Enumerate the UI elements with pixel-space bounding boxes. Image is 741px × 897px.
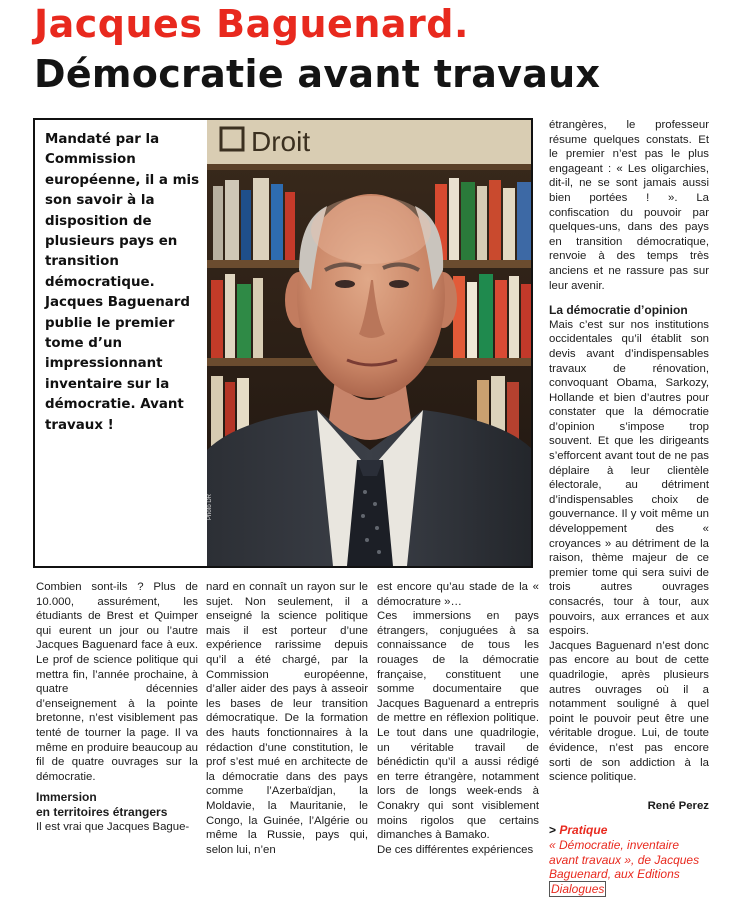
paragraph: est encore qu’au stade de la « démocrature »…: [377, 581, 539, 608]
photo-credit: Photo DR: [207, 493, 213, 520]
article-column-2: [206, 580, 368, 857]
photo-sign-text: Droit: [251, 126, 311, 157]
paragraph: Jacques Baguenard n’est donc pas encore au bout de cette quadrilogie, après plusieurs autres ouvrages où il a notamment souligné à quel point le pouvoir peut être une véritable drogue. Lui, de toute évidence, n’est pas encore sorti de son addiction à la science politique.: [549, 639, 709, 784]
article-column-1: [36, 580, 198, 834]
author-byline: René Perez: [647, 799, 709, 812]
paragraph: Il est vrai que Jacques Bague-: [36, 820, 190, 833]
practical-box: [549, 823, 709, 896]
practical-label: Pratique: [559, 823, 608, 838]
lead-box: [33, 118, 533, 568]
headline-name: Jacques Baguenard.: [34, 2, 469, 46]
paragraph: Combien sont-ils ? Plus de 10.000, assurément, les étudiants de Brest et Quimper qui eurent un jour ou l’autre Jacques Baguenard face à eux. Le prof de science politique qui mettra fin, l’année prochaine, à quatre décennies d’enseignement à la pointe bretonne, n’est visiblement pas tenté de tourner la page. Il va même en produire beaucoup au fil de quatre ouvrages sur la démocratie.: [36, 581, 198, 783]
subheading: [36, 790, 198, 819]
subheading-line-1: Immersion: [36, 790, 97, 805]
article-column-3: [377, 580, 539, 857]
subheading-line-2: en territoires étrangers: [36, 804, 168, 819]
lead-text: Mandaté par la Commission européenne, il a mis son savoir à la disposition de plusieurs pays en transition démocratique. Jacques Baguenard publie le premier tome d’un impressionnant inventaire sur la démocratie. Avant travaux !: [45, 132, 200, 433]
publisher-name: Dialogues: [551, 881, 605, 896]
paragraph: Mais c’est sur nos institutions occidentales qu’il établit son devis avant d’indispensables travaux de rénovation, convoquant Obama, Sarkozy, Hollande et bien d’autres pour constater que la démocratie d’opinion s’impose trop souvent. Et que les dirigeants s’efforcent avant tout de ne pas déplaire à leur clientèle électorale, au détriment d’indispensables choix de gouvernance. Il y voit même un développement des « croyances » au détriment de la raison, thème majeur de ce premier tome qui sera suivi de trois autres ouvrages consacrés, tour à tour, aux pouvoirs, aux errances et aux espoirs.: [549, 318, 709, 638]
article-column-4: [549, 118, 709, 896]
arrow-icon: >: [549, 823, 557, 838]
practical-book-title: « Démocratie, inventaire avant travaux », de Jacques Baguenard, aux Editions: [549, 837, 700, 882]
portrait-photo: [207, 120, 533, 566]
paragraph: nard en connaît un rayon sur le sujet. Non seulement, il a enseigné la science politique mais il est porteur d’une expérience rarissime depuis qu’il a été chargé, par la Commission européenne, d’aller aider des pays à asseoir les bases de leur transition démocratique. De la formation des hauts fonctionnaires à la rédaction d’une constitution, le prof s’est mué en architecte de la démocratie dans des pays comme l’Azerbaïdjan, la Moldavie, la Mauritanie, le Congo, la Guinée, l’Algérie ou même la Russie, pays qui, selon lui, n’en: [206, 581, 368, 856]
paragraph: De ces différentes expériences: [377, 843, 534, 856]
paragraph: Ces immersions en pays étrangers, conjuguées à sa connaissance de tous les rouages de la démocratie française, constituent une somme documentaire que Jacques Baguenard a entrepris de mettre en réflexion politique. Le tout dans une quadrilogie, un véritable travail de bénédictin qu’il a aussi rédigé en terre étrangère, notamment lors de longs week-ends à Conakry qui sont visiblement moins rigolos que certains dimanches à Bamako.: [377, 610, 539, 842]
headline-title: Démocratie avant travaux: [34, 52, 601, 96]
paragraph: étrangères, le professeur résume quelques constats. Et le premier n’est pas le plus engageant : « Les oligarchies, dit-il, ne se sont jamais aussi bien portées ! ». La confiscation du pouvoir par quelques-uns, dans des pays en transition démocratique, renvoie à des temps très anciens et ne rassure pas sur leur avenir.: [549, 119, 709, 292]
subheading: La démocratie d’opinion: [549, 303, 688, 318]
